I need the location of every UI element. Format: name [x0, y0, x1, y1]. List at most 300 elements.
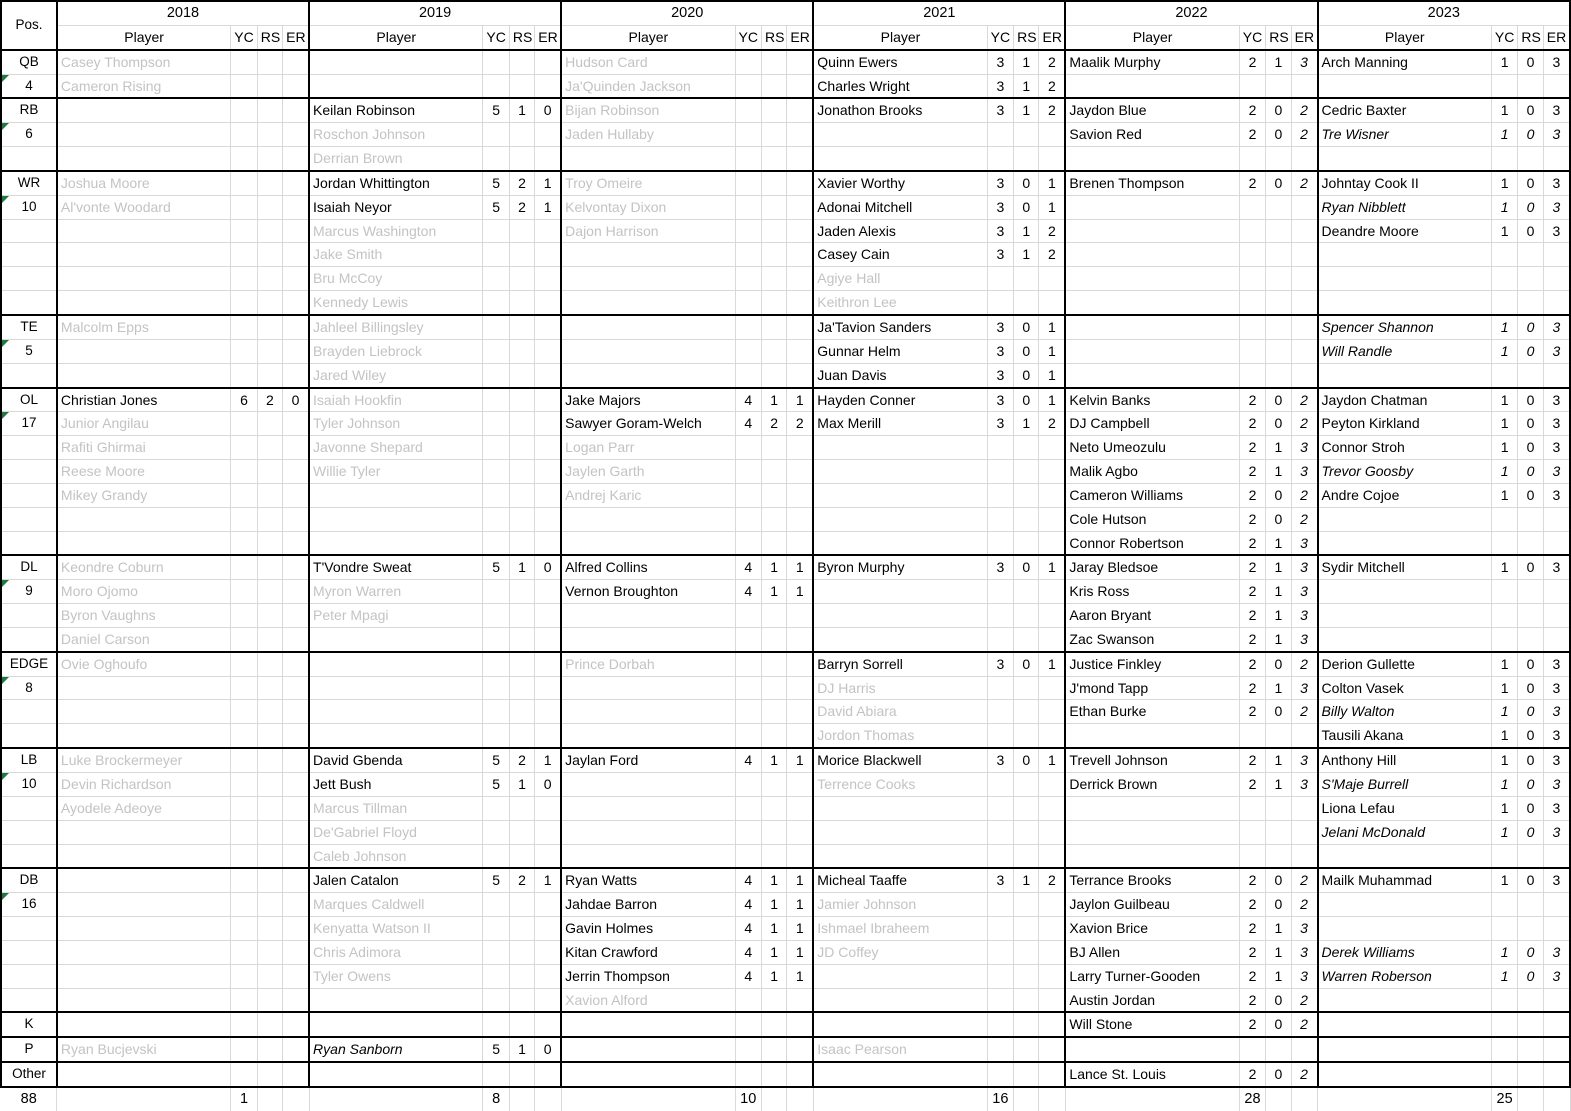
- player-name: [309, 652, 483, 676]
- er-value: [535, 50, 561, 74]
- rs-value: [509, 483, 534, 507]
- yc-value: [483, 964, 509, 988]
- rs-value: [257, 98, 282, 122]
- er-value: [1543, 917, 1570, 941]
- player-name: Trevell Johnson: [1065, 748, 1239, 772]
- rs-value: [761, 147, 786, 171]
- rs-value: 0: [1014, 748, 1039, 772]
- er-value: 2: [1291, 388, 1317, 412]
- er-value: [535, 436, 561, 460]
- er-value: 3: [1543, 676, 1570, 700]
- er-value: 2: [1291, 1012, 1317, 1037]
- rs-value: [761, 1012, 786, 1037]
- yc-value: [1239, 243, 1265, 267]
- rs-value: [257, 893, 282, 917]
- player-name: [561, 700, 735, 724]
- rs-value: [1266, 267, 1291, 291]
- table-row: [1, 315, 1570, 339]
- yc-value: [987, 917, 1013, 941]
- er-value: [1039, 964, 1065, 988]
- yc-value: [735, 123, 761, 147]
- er-value: [1543, 243, 1570, 267]
- er-value: [535, 940, 561, 964]
- position-count-RB: 6: [1, 123, 57, 147]
- rs-value: [509, 820, 534, 844]
- rs-value: [761, 483, 786, 507]
- rs-value: 0: [1266, 98, 1291, 122]
- player-name: [57, 291, 231, 315]
- yc-value: [231, 604, 257, 628]
- player-name: [561, 1037, 735, 1062]
- yc-value: 5: [483, 98, 509, 122]
- er-value: [283, 267, 309, 291]
- player-name: [1065, 724, 1239, 748]
- er-value: 3: [1543, 412, 1570, 436]
- rs-value: 1: [1266, 531, 1291, 555]
- er-value: [1039, 531, 1065, 555]
- rs-value: [761, 339, 786, 363]
- yc-value: [987, 988, 1013, 1012]
- player-name: Mikey Grandy: [57, 483, 231, 507]
- yc-value: [483, 507, 509, 531]
- yc-value: [735, 98, 761, 122]
- er-value: [1039, 676, 1065, 700]
- yc-value: 4: [735, 580, 761, 604]
- player-name: [1065, 195, 1239, 219]
- er-value: 3: [1291, 773, 1317, 797]
- yc-value: [987, 796, 1013, 820]
- yc-value: [483, 652, 509, 676]
- rs-value: [509, 844, 534, 868]
- yc-value: [231, 580, 257, 604]
- player-name: [561, 363, 735, 387]
- rs-value: 1: [1014, 74, 1039, 98]
- yc-header-2018: YC: [231, 25, 257, 49]
- er-value: 2: [1291, 1062, 1317, 1087]
- yc-value: [483, 604, 509, 628]
- rs-value: [509, 700, 534, 724]
- rs-value: 1: [1014, 868, 1039, 892]
- yc-value: [231, 1062, 257, 1087]
- player-header-2022: Player: [1065, 25, 1239, 49]
- table-row: [1, 483, 1570, 507]
- rs-value: [1518, 291, 1543, 315]
- rs-value: 1: [1266, 555, 1291, 579]
- player-name: [57, 988, 231, 1012]
- rs-value: 0: [1518, 700, 1543, 724]
- rs-value: [1014, 940, 1039, 964]
- er-value: 0: [535, 773, 561, 797]
- player-name: [1318, 844, 1492, 868]
- yc-value: 3: [987, 412, 1013, 436]
- rs-value: [1266, 724, 1291, 748]
- player-name: [309, 724, 483, 748]
- yc-value: [231, 917, 257, 941]
- er-value: [1543, 1062, 1570, 1087]
- rs-value: 1: [761, 868, 786, 892]
- player-name: [813, 964, 987, 988]
- er-value: [535, 1062, 561, 1087]
- yc-value: [483, 219, 509, 243]
- er-value: 3: [1543, 171, 1570, 195]
- player-name: [57, 1012, 231, 1037]
- player-name: [1065, 267, 1239, 291]
- er-value: [1039, 1062, 1065, 1087]
- player-name: [813, 604, 987, 628]
- yc-value: [987, 123, 1013, 147]
- rs-value: [509, 676, 534, 700]
- player-name: Bijan Robinson: [561, 98, 735, 122]
- er-value: [1291, 820, 1317, 844]
- player-name: [309, 50, 483, 74]
- rs-value: [509, 74, 534, 98]
- rs-value: [1518, 507, 1543, 531]
- er-value: 1: [1039, 339, 1065, 363]
- rs-value: [1014, 796, 1039, 820]
- yc-value: [735, 988, 761, 1012]
- yc-value: [987, 531, 1013, 555]
- er-value: [1039, 1012, 1065, 1037]
- er-value: [787, 315, 813, 339]
- rs-value: [257, 724, 282, 748]
- er-value: [283, 243, 309, 267]
- yc-value: [483, 74, 509, 98]
- rs-value: 0: [1518, 388, 1543, 412]
- er-value: [283, 917, 309, 941]
- er-value: 3: [1291, 676, 1317, 700]
- player-name: Casey Cain: [813, 243, 987, 267]
- rs-value: [1014, 267, 1039, 291]
- yc-value: [735, 363, 761, 387]
- position-label-WR: WR: [1, 171, 57, 195]
- rs-value: [1014, 436, 1039, 460]
- yc-value: 4: [735, 748, 761, 772]
- year-total-2023: 25: [1491, 1087, 1517, 1111]
- er-value: [787, 339, 813, 363]
- yc-value: [483, 700, 509, 724]
- total-spacer-er-2021: [1039, 1087, 1065, 1111]
- er-value: 2: [1039, 98, 1065, 122]
- player-name: Andre Cojoe: [1318, 483, 1492, 507]
- table-row: [1, 748, 1570, 772]
- er-value: 2: [1039, 243, 1065, 267]
- rs-value: [1518, 1062, 1543, 1087]
- table-row: [1, 1062, 1570, 1087]
- player-name: Terrance Brooks: [1065, 868, 1239, 892]
- player-name: Peyton Kirkland: [1318, 412, 1492, 436]
- yc-value: 1: [1491, 652, 1517, 676]
- yc-value: [987, 604, 1013, 628]
- rs-value: 0: [1014, 555, 1039, 579]
- player-name: [1318, 507, 1492, 531]
- yc-value: [987, 436, 1013, 460]
- player-name: Moro Ojomo: [57, 580, 231, 604]
- er-value: [283, 773, 309, 797]
- yc-value: 1: [1491, 964, 1517, 988]
- er-value: [283, 940, 309, 964]
- player-name: Anthony Hill: [1318, 748, 1492, 772]
- yc-value: [1491, 627, 1517, 651]
- er-value: [1291, 195, 1317, 219]
- player-name: [309, 1062, 483, 1087]
- rs-value: [257, 604, 282, 628]
- player-name: [57, 844, 231, 868]
- er-value: [283, 627, 309, 651]
- rs-value: [1266, 291, 1291, 315]
- total-spacer-rs-2018: [257, 1087, 282, 1111]
- player-name: Ryan Bucjevski: [57, 1037, 231, 1062]
- er-value: [1543, 893, 1570, 917]
- player-name: [1065, 147, 1239, 171]
- rs-value: 1: [1266, 436, 1291, 460]
- rs-value: [1518, 1037, 1543, 1062]
- yc-value: [483, 1012, 509, 1037]
- player-name: Kelvin Banks: [1065, 388, 1239, 412]
- player-name: Quinn Ewers: [813, 50, 987, 74]
- rs-value: [1518, 893, 1543, 917]
- player-name: [561, 627, 735, 651]
- er-value: [787, 267, 813, 291]
- rs-value: 0: [1014, 363, 1039, 387]
- rs-value: 1: [1266, 460, 1291, 484]
- rs-value: [761, 676, 786, 700]
- rs-value: 0: [1266, 893, 1291, 917]
- player-name: Byron Vaughns: [57, 604, 231, 628]
- rs-value: [1266, 315, 1291, 339]
- rs-value: 0: [1266, 123, 1291, 147]
- rs-value: [1518, 147, 1543, 171]
- er-value: [1291, 219, 1317, 243]
- yc-value: [1239, 363, 1265, 387]
- total-spacer-rs-2023: [1518, 1087, 1543, 1111]
- player-name: Gavin Holmes: [561, 917, 735, 941]
- totals-row: [1, 1087, 1570, 1111]
- er-value: [787, 171, 813, 195]
- er-value: 3: [1291, 964, 1317, 988]
- rs-value: [257, 339, 282, 363]
- player-name: Jaydon Blue: [1065, 98, 1239, 122]
- rs-value: [257, 147, 282, 171]
- yc-value: [735, 700, 761, 724]
- er-value: 3: [1291, 436, 1317, 460]
- er-value: 3: [1291, 460, 1317, 484]
- yc-value: 1: [1491, 50, 1517, 74]
- position-spacer: [1, 820, 57, 844]
- yc-value: [483, 50, 509, 74]
- player-name: Jaydon Chatman: [1318, 388, 1492, 412]
- player-name: Byron Murphy: [813, 555, 987, 579]
- player-name: Connor Robertson: [1065, 531, 1239, 555]
- grand-total: 88: [1, 1087, 57, 1111]
- yc-value: [483, 724, 509, 748]
- yc-value: 1: [1491, 796, 1517, 820]
- player-name: [1065, 74, 1239, 98]
- rs-value: [509, 388, 534, 412]
- yc-value: [1239, 147, 1265, 171]
- table-row: [1, 412, 1570, 436]
- player-name: [57, 820, 231, 844]
- yc-value: [735, 460, 761, 484]
- yc-value: [231, 436, 257, 460]
- er-value: [535, 460, 561, 484]
- player-name: Lance St. Louis: [1065, 1062, 1239, 1087]
- yc-value: 3: [987, 555, 1013, 579]
- position-spacer: [1, 531, 57, 555]
- yc-value: [231, 171, 257, 195]
- player-name: [813, 988, 987, 1012]
- er-value: [1291, 363, 1317, 387]
- rs-value: [509, 363, 534, 387]
- rs-value: 1: [761, 748, 786, 772]
- yc-value: [1239, 267, 1265, 291]
- er-value: [535, 844, 561, 868]
- player-name: [813, 1012, 987, 1037]
- er-header-2018: ER: [283, 25, 309, 49]
- rs-value: 0: [1518, 796, 1543, 820]
- player-name: Jonathon Brooks: [813, 98, 987, 122]
- rs-value: [1014, 483, 1039, 507]
- yc-value: [1239, 315, 1265, 339]
- er-value: [1039, 844, 1065, 868]
- player-name: Casey Thompson: [57, 50, 231, 74]
- player-header-2018: Player: [57, 25, 231, 49]
- yc-value: [231, 291, 257, 315]
- er-value: [1291, 267, 1317, 291]
- yc-value: 3: [987, 195, 1013, 219]
- rs-value: [1518, 604, 1543, 628]
- yc-value: 6: [231, 388, 257, 412]
- er-value: 3: [1543, 483, 1570, 507]
- yc-value: [231, 531, 257, 555]
- er-value: [535, 627, 561, 651]
- yc-value: [987, 773, 1013, 797]
- er-value: [283, 219, 309, 243]
- rs-value: [761, 796, 786, 820]
- er-value: 3: [1543, 195, 1570, 219]
- rs-value: [257, 315, 282, 339]
- rs-value: [257, 748, 282, 772]
- er-value: [535, 917, 561, 941]
- er-value: [283, 700, 309, 724]
- position-spacer: [1, 436, 57, 460]
- rs-value: 0: [1518, 123, 1543, 147]
- er-value: [535, 1012, 561, 1037]
- rs-value: [1014, 580, 1039, 604]
- rs-value: [257, 483, 282, 507]
- yc-value: 3: [987, 363, 1013, 387]
- yc-value: [231, 868, 257, 892]
- table-row: [1, 291, 1570, 315]
- table-row: [1, 773, 1570, 797]
- er-value: [1543, 531, 1570, 555]
- player-name: [1318, 893, 1492, 917]
- rs-value: 0: [1266, 483, 1291, 507]
- yc-value: [231, 507, 257, 531]
- player-name: [813, 436, 987, 460]
- player-name: [57, 1062, 231, 1087]
- er-value: [283, 748, 309, 772]
- yc-value: [1239, 74, 1265, 98]
- player-name: Caleb Johnson: [309, 844, 483, 868]
- er-value: [535, 988, 561, 1012]
- position-count-LB: 10: [1, 773, 57, 797]
- player-name: [561, 1012, 735, 1037]
- yc-value: 1: [1491, 436, 1517, 460]
- yc-value: 4: [735, 893, 761, 917]
- rs-value: [257, 50, 282, 74]
- yc-value: [231, 1012, 257, 1037]
- er-value: [283, 531, 309, 555]
- player-name: [561, 339, 735, 363]
- rs-value: 2: [257, 388, 282, 412]
- yc-value: [231, 339, 257, 363]
- rs-value: 1: [1266, 940, 1291, 964]
- er-header-2021: ER: [1039, 25, 1065, 49]
- table-row: [1, 868, 1570, 892]
- player-header-2020: Player: [561, 25, 735, 49]
- er-value: 1: [535, 171, 561, 195]
- rs-value: 0: [1266, 388, 1291, 412]
- yc-value: [483, 917, 509, 941]
- er-value: [535, 483, 561, 507]
- yc-value: [735, 243, 761, 267]
- rs-value: [257, 964, 282, 988]
- player-name: Marcus Washington: [309, 219, 483, 243]
- er-value: [1039, 147, 1065, 171]
- er-value: 3: [1543, 460, 1570, 484]
- er-value: [1543, 291, 1570, 315]
- rs-value: [509, 219, 534, 243]
- er-value: 3: [1543, 123, 1570, 147]
- yc-value: [987, 676, 1013, 700]
- player-name: Jordan Whittington: [309, 171, 483, 195]
- player-name: [309, 627, 483, 651]
- table-row: [1, 724, 1570, 748]
- er-value: [283, 964, 309, 988]
- rs-value: 1: [761, 917, 786, 941]
- yc-value: [987, 460, 1013, 484]
- yc-value: [483, 844, 509, 868]
- player-name: [1318, 1062, 1492, 1087]
- rs-value: [509, 436, 534, 460]
- player-name: Charles Wright: [813, 74, 987, 98]
- yc-value: [1491, 580, 1517, 604]
- yc-value: [987, 147, 1013, 171]
- er-value: [535, 796, 561, 820]
- player-header-2023: Player: [1318, 25, 1492, 49]
- yc-value: [483, 627, 509, 651]
- player-name: Chris Adimora: [309, 940, 483, 964]
- yc-value: [483, 339, 509, 363]
- yc-value: [483, 531, 509, 555]
- position-spacer: [1, 267, 57, 291]
- rs-value: [761, 243, 786, 267]
- rs-value: 1: [1266, 580, 1291, 604]
- er-value: 3: [1543, 315, 1570, 339]
- yc-value: [483, 676, 509, 700]
- er-value: 1: [1039, 171, 1065, 195]
- er-value: [283, 796, 309, 820]
- player-name: [309, 1012, 483, 1037]
- table-row: [1, 388, 1570, 412]
- player-name: [57, 964, 231, 988]
- er-value: [535, 507, 561, 531]
- yc-value: 2: [1239, 123, 1265, 147]
- position-spacer: [1, 988, 57, 1012]
- rs-value: 0: [1518, 820, 1543, 844]
- yc-value: 5: [483, 868, 509, 892]
- er-value: [283, 460, 309, 484]
